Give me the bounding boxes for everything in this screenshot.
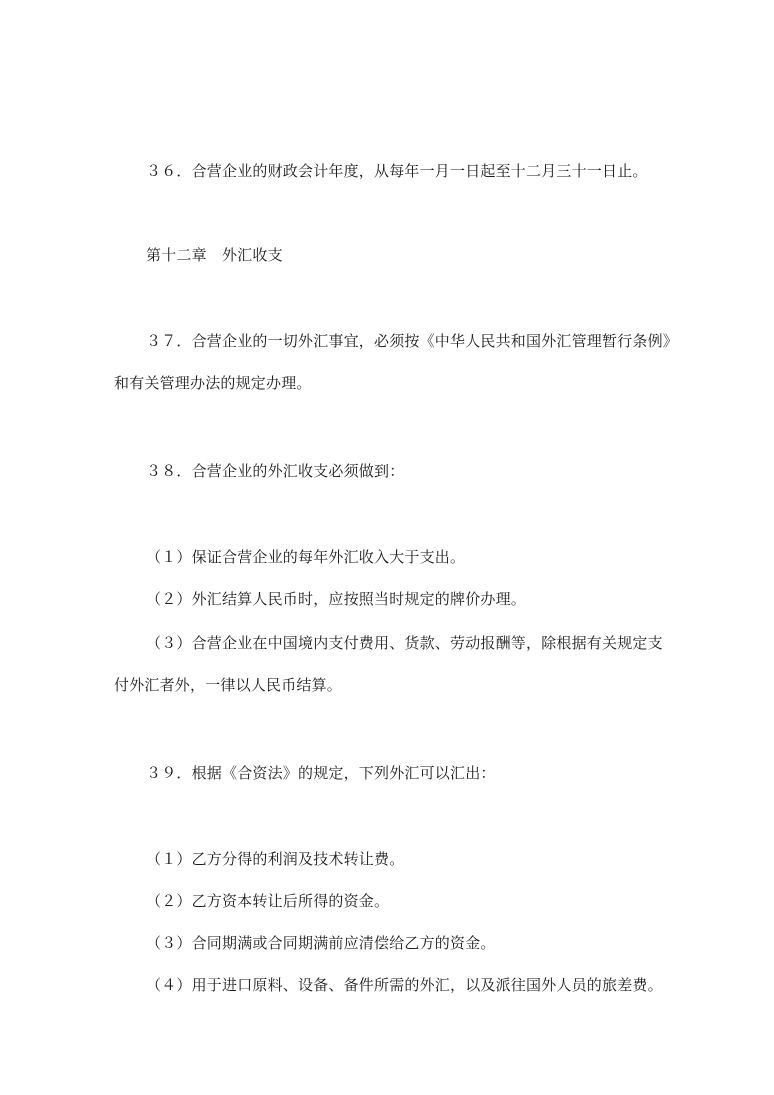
article-39-item-3: （３）合同期满或合同期满前应清偿给乙方的资金。 [146,934,496,952]
article-38-item-2: （２）外汇结算人民币时，应按照当时规定的牌价办理。 [146,590,527,608]
article-37-line-2: 和有关管理办法的规定办理。 [114,374,312,392]
article-36: ３６．合营企业的财政会计年度，从每年一月一日起至十二月三十一日止。 [146,162,648,180]
article-39: ３９．根据《合资法》的规定，下列外汇可以汇出： [146,764,496,782]
article-37-line-1: ３７．合营企业的一切外汇事宜，必须按《中华人民共和国外汇管理暂行条例》 [146,332,679,350]
article-39-item-2: （２）乙方资本转让后所得的资金。 [146,892,390,910]
article-38-item-1: （１）保证合营企业的每年外汇收入大于支出。 [146,548,466,566]
article-38: ３８．合营企业的外汇收支必须做到： [146,462,405,480]
article-39-item-1: （１）乙方分得的利润及技术转让费。 [146,850,405,868]
article-38-item-3-line-1: （３）合营企业在中国境内支付费用、货款、劳动报酬等，除根据有关规定支 [146,634,663,652]
chapter-12-heading: 第十二章 外汇收支 [146,246,283,264]
article-39-item-4: （４）用于进口原料、设备、备件所需的外汇，以及派往国外人员的旅差费。 [146,976,663,994]
article-38-item-3-line-2: 付外汇者外，一律以人民币结算。 [114,676,343,694]
